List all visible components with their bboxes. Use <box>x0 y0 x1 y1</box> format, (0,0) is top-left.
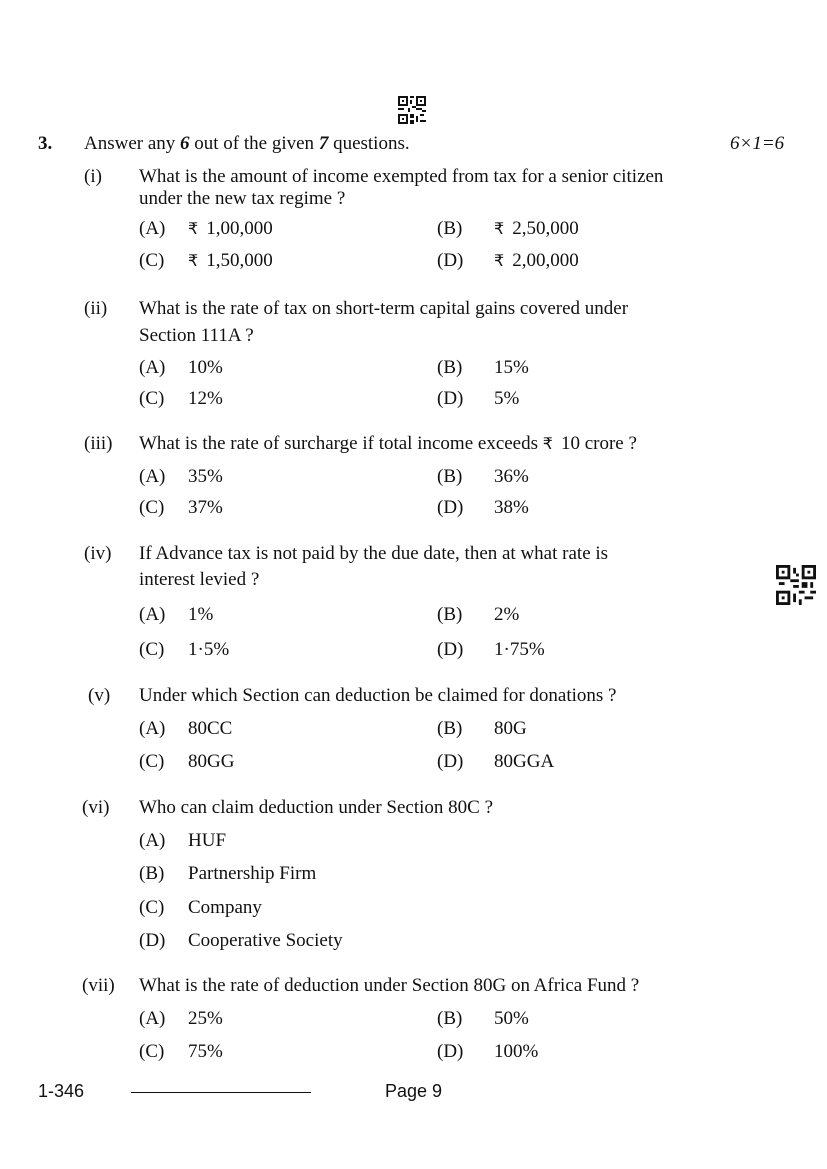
subquestion-text <box>139 433 637 455</box>
option-letter: (D) <box>437 388 464 409</box>
option-letter: (B) <box>437 718 463 739</box>
subquestion-text: If Advance tax is not paid by the due date, then at what rate is <box>139 543 609 564</box>
option-letter: (C) <box>139 388 165 409</box>
option-letter: (B) <box>437 466 463 487</box>
option-text: 37% <box>188 497 223 518</box>
option-letter: (D) <box>139 930 166 951</box>
option-text: 10% <box>188 357 223 378</box>
option-text: 75% <box>188 1041 223 1062</box>
option-text: Company <box>188 897 262 918</box>
option-letter: (A) <box>139 718 166 739</box>
question-instruction <box>84 133 410 155</box>
instruction-count-total: 7 <box>318 133 329 154</box>
option-text: HUF <box>188 830 227 851</box>
instruction-part: Answer any <box>84 133 181 154</box>
subquestion-text: What is the rate of tax on short-term capital gains covered under <box>139 298 629 319</box>
option-text: 80GG <box>188 751 235 772</box>
rupee-icon: ₹ <box>542 434 553 453</box>
subquestion-label: (vi) <box>82 797 110 818</box>
rupee-icon: ₹ <box>188 251 199 270</box>
marks-allocation: 6×1=6 <box>730 133 785 154</box>
option-value: 2,50,000 <box>512 218 579 239</box>
option-letter: (B) <box>437 218 463 239</box>
instruction-part: out of the given <box>189 133 319 154</box>
subquestion-label: (vii) <box>82 975 115 996</box>
paper-code: 1-346 <box>38 1081 85 1101</box>
option-text: 1·75% <box>494 639 545 660</box>
option-text: 100% <box>494 1041 539 1062</box>
option-text: 2% <box>494 604 520 625</box>
subquestion-text: interest levied ? <box>139 569 260 590</box>
option-letter: (D) <box>437 497 464 518</box>
option-letter: (D) <box>437 1041 464 1062</box>
option-value: 2,00,000 <box>512 250 579 271</box>
rupee-icon: ₹ <box>188 219 199 238</box>
subquestion-text: under the new tax regime ? <box>139 188 346 209</box>
option-letter: (B) <box>437 604 463 625</box>
subquestion-label: (v) <box>88 685 111 706</box>
option-letter: (D) <box>437 639 464 660</box>
option-letter: (A) <box>139 830 166 851</box>
subquestion-text-before: What is the rate of surcharge if total income exceeds <box>139 433 543 454</box>
option-text: 25% <box>188 1008 223 1029</box>
option-text <box>188 250 273 272</box>
option-text <box>494 250 579 272</box>
option-letter: (B) <box>139 863 165 884</box>
option-letter: (C) <box>139 1041 165 1062</box>
option-letter: (D) <box>437 751 464 772</box>
option-text: 38% <box>494 497 529 518</box>
option-letter: (A) <box>139 357 166 378</box>
option-text <box>494 218 579 240</box>
instruction-count-answer: 6 <box>180 133 190 154</box>
page-number: Page 9 <box>385 1081 443 1101</box>
option-letter: (C) <box>139 751 165 772</box>
option-letter: (A) <box>139 466 166 487</box>
subquestion-label: (i) <box>84 166 102 187</box>
subquestion-text: Who can claim deduction under Section 80C ? <box>139 797 494 818</box>
qr-code-top <box>398 96 426 124</box>
subquestion-text-after: 10 crore ? <box>560 433 637 454</box>
option-text: 1·5% <box>188 639 230 660</box>
option-text: 5% <box>494 388 520 409</box>
option-text: Cooperative Society <box>188 930 343 951</box>
option-letter: (C) <box>139 897 165 918</box>
option-text: 1% <box>188 604 214 625</box>
option-letter: (C) <box>139 250 165 271</box>
option-value: 1,50,000 <box>206 250 273 271</box>
option-letter: (B) <box>437 1008 463 1029</box>
subquestion-label: (ii) <box>84 298 108 319</box>
subquestion-text: Section 111A ? <box>139 325 254 346</box>
option-value: 1,00,000 <box>206 218 273 239</box>
option-letter: (C) <box>139 497 165 518</box>
subquestion-text: What is the rate of deduction under Section 80G on Africa Fund ? <box>139 975 640 996</box>
footer-divider <box>131 1092 311 1093</box>
option-text: 80CC <box>188 718 233 739</box>
option-letter: (B) <box>437 357 463 378</box>
option-letter: (A) <box>139 218 166 239</box>
option-text: 12% <box>188 388 223 409</box>
subquestion-text: What is the amount of income exempted from tax for a senior citizen <box>139 166 664 187</box>
option-text: Partnership Firm <box>188 863 317 884</box>
option-text <box>188 218 273 240</box>
question-number: 3. <box>38 133 53 154</box>
subquestion-label: (iii) <box>84 433 113 454</box>
option-text: 15% <box>494 357 529 378</box>
qr-code-side <box>776 565 816 605</box>
option-letter: (A) <box>139 604 166 625</box>
option-text: 35% <box>188 466 223 487</box>
option-text: 80G <box>494 718 527 739</box>
option-letter: (D) <box>437 250 464 271</box>
option-letter: (A) <box>139 1008 166 1029</box>
subquestion-label: (iv) <box>84 543 112 564</box>
subquestion-text: Under which Section can deduction be claimed for donations ? <box>139 685 617 706</box>
instruction-part: questions. <box>328 133 410 154</box>
option-letter: (C) <box>139 639 165 660</box>
option-text: 50% <box>494 1008 529 1029</box>
option-text: 36% <box>494 466 529 487</box>
rupee-icon: ₹ <box>494 219 505 238</box>
rupee-icon: ₹ <box>494 251 505 270</box>
option-text: 80GGA <box>494 751 555 772</box>
